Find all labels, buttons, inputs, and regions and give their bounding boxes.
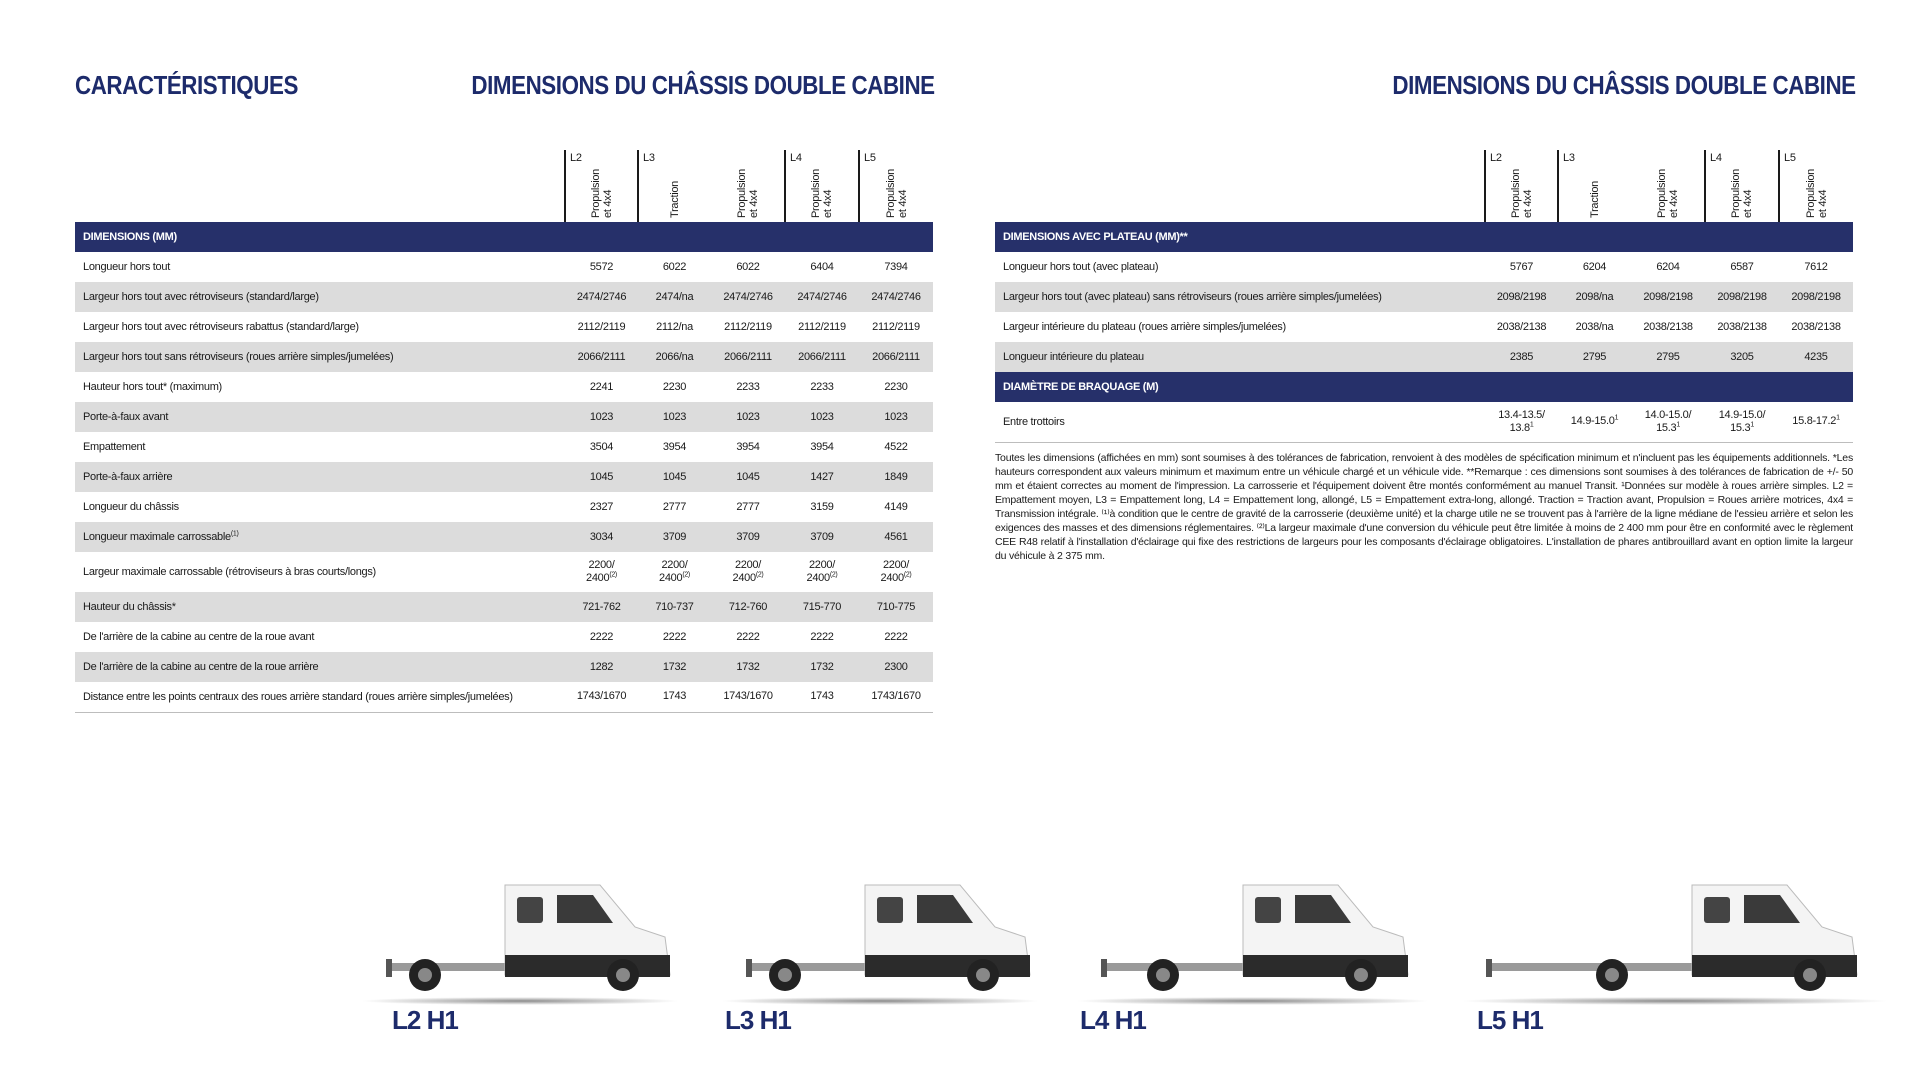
cell-value: 2112/2119 [872,320,920,333]
cell-value: 2098/na [1558,282,1631,312]
row-label: Largeur hors tout avec rétroviseurs rabattus (standard/large) [83,321,359,333]
cell-value: 1023 [859,402,933,432]
section-header-braquage: DIAMÈTRE DE BRAQUAGE (M) [995,372,1853,402]
row-label: Largeur maximale carrossable (rétroviseurs à bras courts/longs) [83,566,376,578]
cell-value: 5572 [589,260,614,273]
cell-value: 14.9-15.0/ 15.3$^1$ [1705,402,1779,442]
row-label: Hauteur hors tout* (maximum) [83,381,222,393]
cell-value: 1849 [859,462,933,492]
cell-value: 2230 [884,380,908,393]
footnote-text: Toutes les dimensions (affichées en mm) sont soumises à des tolérances de fabrication, renvoient à des modèles de spécification minimum et n'incluent pas les équipements additionnels. *Les hauteurs correspondent aux valeurs minimum et maximum entre un véhicule chargé et un véhicule vide. **Remarque : ces dimensions sont soumises à des tolérances de fabrication de +/- 50 mm et étaient correctes au moment de l'impression. La carrosserie et l'équipement doivent être montés conformément au manuel Transit. ¹Données sur modèle à roues arrière simples. L2 = Empattement moyen, L3 = Empattement long, L4 = Empattement long, allongé, L5 = Empattement extra-long, allongé. Traction = Traction avant, Propulsion = Roues arrière motrices, 4x4 = Transmission intégrale. ⁽¹⁾à condition que le centre de gravité de la carrosserie (deuxième unité) et la charge utile ne se trouvent pas à l'arrière de la ligne médiane de l'essieu arrière et selon les exigences des masses et des dimensions réglementaires. ⁽²⁾La largeur maximale d'une conversion du véhicule peut être limitée à moins de 2 400 mm pour être en conformité avec le règlement CEE R48 relatif à l'installation d'éclairage qui fixe des restrictions de largeurs pour les composants d'éclairage obligatoires. L'installation de phares antibrouillard avant en option limite la largeur du véhicule à 2 375 mm. [995,452,1853,562]
cell-value: 1732 [638,652,711,682]
section-header-plateau: DIMENSIONS AVEC PLATEAU (MM)** [995,222,1853,252]
cell-value: 6404 [810,260,834,273]
cell-value: 3954 [662,440,687,453]
cell-value: 14.0-15.0/ 15.3$^1$ [1631,402,1705,442]
table-row [75,282,933,312]
dimensions-table [75,150,933,713]
cell-value: 5767 [1509,260,1534,273]
cell-value: 2066/2111 [711,342,785,372]
table-row [75,372,933,402]
row-label: Empattement [83,441,146,453]
cell-value: 2385 [1485,342,1558,372]
table-row [995,282,1853,312]
column-header: L3 Traction [638,150,711,222]
page-title-caracteristiques: CARACTÉRISTIQUES [75,70,298,100]
row-label: Porte-à-faux arrière [75,462,565,492]
cell-value: 2795 [1631,342,1705,372]
table-row [75,312,933,342]
column-header: L5 Propulsion et 4x4 [1779,150,1853,222]
column-header: Propulsion et 4x4 [735,169,760,218]
cell-value: 4235 [1779,342,1853,372]
vehicle-label: L3 H1 [725,1005,791,1035]
cell-value: 1045 [638,462,711,492]
cell-value: 2474/2746 [859,282,933,312]
column-header-row [995,150,1853,222]
cell-value: 1743 [785,682,859,712]
table-row [995,252,1853,282]
cell-value: 1743 [638,682,711,712]
cell-value: 2795 [1558,342,1631,372]
section-title-dimensions-right: DIMENSIONS DU CHÂSSIS DOUBLE CABINE [1392,70,1856,100]
cell-value: 3709 [785,522,859,552]
cell-value: 1023 [638,402,711,432]
table-row [75,552,933,592]
row-label: Largeur hors tout (avec plateau) sans rétroviseurs (roues arrière simples/jumelées) [995,282,1485,312]
column-header: L2 Propulsion et 4x4 [565,150,638,222]
cell-value: 4522 [884,440,908,453]
vehicle-image [720,875,1040,1005]
table-row [75,682,933,712]
row-label: Largeur intérieure du plateau (roues arrière simples/jumelées) [1003,321,1286,333]
cell-value: 2112/na [656,320,693,333]
row-label: De l'arrière de la cabine au centre de la roue avant [83,631,315,643]
cell-value: 2474/2746 [785,282,859,312]
cell-value: 2474/na [638,282,711,312]
cell-value: 1045 [565,462,638,492]
row-label: Longueur hors tout (avec plateau) [1003,261,1159,273]
cell-value: 1282 [565,652,638,682]
cell-value: 2200/ 2400$^{(2)}$ [659,559,690,584]
cell-value: 710-737 [638,592,711,622]
cell-value: 2066/2111 [565,342,638,372]
table-row [75,462,933,492]
row-label: Longueur du châssis [83,501,179,513]
table-row [995,312,1853,342]
cell-value: 6204 [1656,260,1680,273]
row-label: Longueur maximale carrossable$^{(1)}$ [75,522,565,552]
vehicle-image [1075,875,1430,1005]
column-header: L3 Traction [1558,150,1631,222]
cell-value: 2066/2111 [859,342,933,372]
cell-value: 7612 [1804,260,1828,273]
table-row [75,252,933,282]
row-label: Largeur hors tout avec rétroviseurs (standard/large) [75,282,565,312]
cell-value: 6022 [736,260,760,273]
cell-value: 1743/1670 [859,682,933,712]
cell-value: 2038/2138 [1717,320,1767,333]
cell-value: 6022 [662,260,687,273]
cell-value: 6587 [1730,260,1754,273]
cell-value: 2066/2111 [785,342,859,372]
column-header-row [75,150,933,222]
cell-value: 6204 [1582,260,1607,273]
cell-value: 2098/2198 [1631,282,1705,312]
table-row [75,342,933,372]
cell-value: 2474/2746 [565,282,638,312]
row-label: Hauteur du châssis* [75,592,565,622]
row-label: Porte-à-faux avant [75,402,565,432]
cell-value: 1743/1670 [711,682,785,712]
cell-value: 2038/2138 [1791,320,1841,333]
cell-value: 2222 [736,630,760,643]
cell-value: 2038/2138 [1496,320,1547,333]
cell-value: 2327 [589,500,614,513]
cell-value: 2112/2119 [798,320,846,333]
cell-value: 3954 [810,440,834,453]
cell-value: 2038/na [1575,320,1614,333]
cell-value: 2066/na [638,342,711,372]
cell-value: 2233 [810,380,834,393]
cell-value: 2038/2138 [1643,320,1693,333]
cell-value: 2222 [662,630,687,643]
cell-value: 2222 [589,630,614,643]
row-label: Longueur intérieure du plateau [995,342,1485,372]
vehicle-label: L5 H1 [1477,1005,1543,1035]
cell-value: 13.4-13.5/ 13.8$^1$ [1485,402,1558,442]
cell-value: 1743/1670 [565,682,638,712]
cell-value: 14.9-15.0$^1$ [1558,402,1631,442]
cell-value: 4561 [859,522,933,552]
column-header: L4 Propulsion et 4x4 [785,150,859,222]
table-row [995,342,1853,372]
table-row [75,592,933,622]
cell-value: 4149 [884,500,908,513]
row-label: De l'arrière de la cabine au centre de la roue arrière [75,652,565,682]
table-row [995,402,1853,442]
cell-value: 3504 [589,440,614,453]
cell-value: 2098/2198 [1705,282,1779,312]
table-row [75,652,933,682]
cell-value: 2474/2746 [711,282,785,312]
cell-value: 2222 [884,630,908,643]
table-row [75,522,933,552]
cell-value: 2777 [736,500,760,513]
cell-value: 2200/ 2400$^{(2)}$ [806,559,838,584]
cell-value: 721-762 [565,592,638,622]
cell-value: 1045 [711,462,785,492]
section-title-dimensions-left: DIMENSIONS DU CHÂSSIS DOUBLE CABINE [471,70,935,100]
cell-value: 2098/2198 [1485,282,1558,312]
vehicle-image [1460,875,1890,1005]
cell-value: 2200/ 2400$^{(2)}$ [880,559,912,584]
column-header: L5 Propulsion et 4x4 [859,150,933,222]
cell-value: 712-760 [711,592,785,622]
cell-value: 1023 [565,402,638,432]
vehicle-label: L4 H1 [1080,1005,1146,1035]
plateau-dimensions-table [995,150,1853,443]
cell-value: 2112/2119 [577,320,626,333]
column-header: L4 Propulsion et 4x4 [1705,150,1779,222]
cell-value: 2230 [662,380,687,393]
cell-value: 710-775 [859,592,933,622]
cell-value: 3954 [736,440,760,453]
cell-value: 1023 [711,402,785,432]
cell-value: 2241 [589,380,614,393]
table-row [75,402,933,432]
cell-value: 7394 [884,260,908,273]
row-label: Largeur hors tout sans rétroviseurs (roues arrière simples/jumelées) [75,342,565,372]
cell-value: 3205 [1705,342,1779,372]
table-row [75,432,933,462]
cell-value: 1732 [785,652,859,682]
table-row [75,622,933,652]
cell-value: 3034 [565,522,638,552]
cell-value: 715-770 [785,592,859,622]
cell-value: 15.8-17.2$^1$ [1779,402,1853,442]
vehicle-image [360,875,680,1005]
cell-value: 3709 [711,522,785,552]
row-label: Distance entre les points centraux des roues arrière standard (roues arrière simples/jumelées) [75,682,565,712]
row-label: Entre trottoirs [995,402,1485,442]
cell-value: 2777 [662,500,687,513]
cell-value: 2222 [810,630,834,643]
cell-value: 1427 [785,462,859,492]
cell-value: 2112/2119 [724,320,772,333]
cell-value: 3159 [810,500,834,513]
cell-value: 1732 [711,652,785,682]
cell-value: 2233 [736,380,760,393]
column-header: Propulsion et 4x4 [1655,169,1680,218]
cell-value: 2200/ 2400$^{(2)}$ [586,559,617,584]
cell-value: 2200/ 2400$^{(2)}$ [732,559,764,584]
section-header-dimensions: DIMENSIONS (MM) [75,222,933,252]
cell-value: 2098/2198 [1779,282,1853,312]
cell-value: 2300 [859,652,933,682]
vehicle-label: L2 H1 [392,1005,458,1035]
cell-value: 1023 [785,402,859,432]
row-label: Longueur hors tout [83,261,170,273]
column-header: L2 Propulsion et 4x4 [1485,150,1558,222]
table-row [75,492,933,522]
cell-value: 3709 [638,522,711,552]
